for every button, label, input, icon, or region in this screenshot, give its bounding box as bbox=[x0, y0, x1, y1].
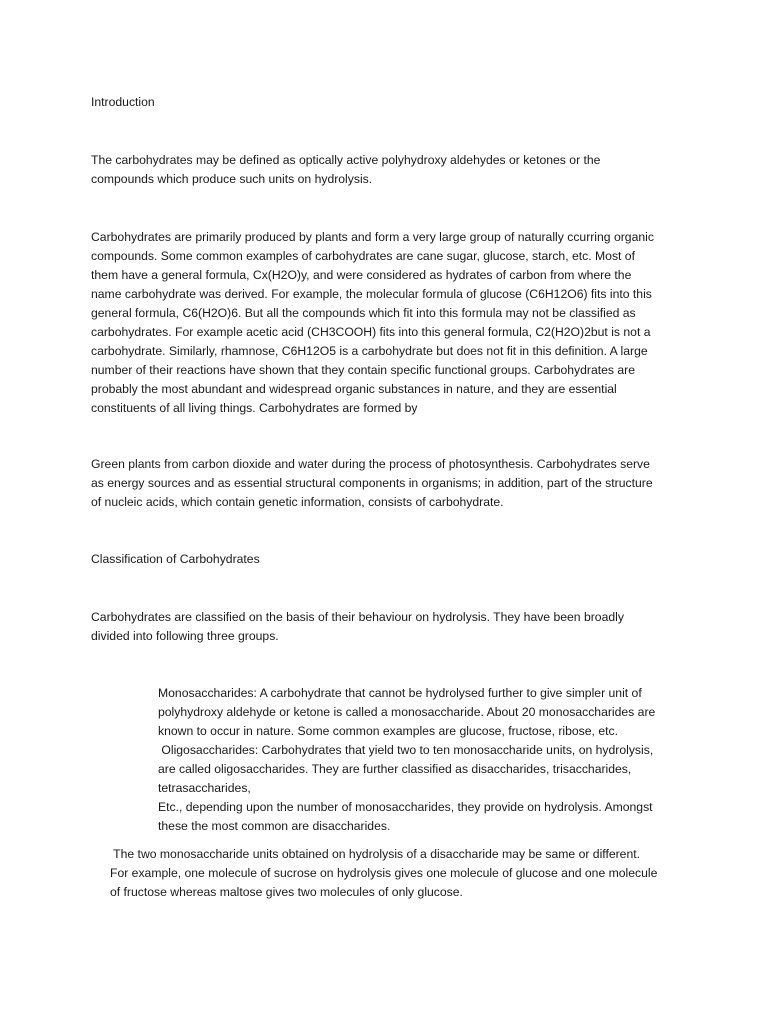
list-line: these the most common are disaccharides. bbox=[158, 819, 391, 833]
text-line: Carbohydrates are primarily produced by plants and form a very large group of naturally ccurring organic bbox=[91, 230, 654, 244]
heading-classification: Classification of Carbohydrates bbox=[91, 552, 260, 566]
text-line: carbohydrate. Similarly, rhamnose, C6H12O5 is a carbohydrate but does not fit in this definition. A large bbox=[91, 344, 648, 358]
text-line: name carbohydrate was derived. For example, the molecular formula of glucose (C6H12O6) fits into this bbox=[91, 287, 652, 301]
list-line: known to occur in nature. Some common examples are glucose, fructose, ribose, etc. bbox=[158, 724, 618, 738]
paragraph-production bbox=[91, 228, 691, 418]
text-line: of fructose whereas maltose gives two molecules of only glucose. bbox=[110, 885, 463, 899]
text-line: The two monosaccharide units obtained on hydrolysis of a disaccharide may be same or different. bbox=[110, 847, 640, 861]
paragraph-classification bbox=[91, 608, 681, 646]
text-line: For example, one molecule of sucrose on hydrolysis gives one molecule of glucose and one molecule bbox=[110, 866, 658, 880]
text-line: general formula, C6(H2O)6. But all the compounds which fit into this formula may not be classified as bbox=[91, 306, 636, 320]
heading-introduction: Introduction bbox=[91, 95, 155, 109]
list-line: Monosaccharides: A carbohydrate that cannot be hydrolysed further to give simpler unit of bbox=[158, 686, 642, 700]
list-line: Etc., depending upon the number of monosaccharides, they provide on hydrolysis. Amongst bbox=[158, 800, 653, 814]
text-line: them have a general formula, Cx(H2O)y, and were considered as hydrates of carbon from where the bbox=[91, 268, 632, 282]
paragraph-disaccharides bbox=[110, 845, 690, 902]
indented-groups-list bbox=[158, 684, 688, 836]
text-line: number of their reactions have shown that they contain specific functional groups. Carbohydrates are bbox=[91, 363, 636, 377]
text-line: constituents of all living things. Carbohydrates are formed by bbox=[91, 401, 418, 415]
text-line: as energy sources and as essential structural components in organisms; in addition, part of the structure bbox=[91, 476, 653, 490]
text-line: compounds which produce such units on hydrolysis. bbox=[91, 172, 373, 186]
list-line: tetrasaccharides, bbox=[158, 781, 251, 795]
paragraph-definition bbox=[91, 151, 681, 189]
text-line: divided into following three groups. bbox=[91, 629, 279, 643]
text-line: of nucleic acids, which contain genetic information, consists of carbohydrate. bbox=[91, 495, 504, 509]
text-line: Green plants from carbon dioxide and water during the process of photosynthesis. Carbohydrates serve bbox=[91, 457, 650, 471]
text-line: compounds. Some common examples of carbohydrates are cane sugar, glucose, starch, etc. Most of bbox=[91, 249, 635, 263]
text-line: probably the most abundant and widespread organic substances in nature, and they are essential bbox=[91, 382, 617, 396]
text-line: The carbohydrates may be defined as optically active polyhydroxy aldehydes or ketones or the bbox=[91, 153, 601, 167]
paragraph-photosynthesis bbox=[91, 455, 691, 512]
text-line: carbohydrates. For example acetic acid (CH3COOH) fits into this general formula, C2(H2O)2but is not a bbox=[91, 325, 651, 339]
list-line: are called oligosaccharides. They are further classified as disaccharides, trisaccharides, bbox=[158, 762, 632, 776]
list-line: Oligosaccharides: Carbohydrates that yield two to ten monosaccharide units, on hydrolysis, bbox=[158, 743, 654, 757]
list-line: polyhydroxy aldehyde or ketone is called a monosaccharide. About 20 monosaccharides are bbox=[158, 705, 656, 719]
text-line: Carbohydrates are classified on the basis of their behaviour on hydrolysis. They have been broadly bbox=[91, 610, 624, 624]
